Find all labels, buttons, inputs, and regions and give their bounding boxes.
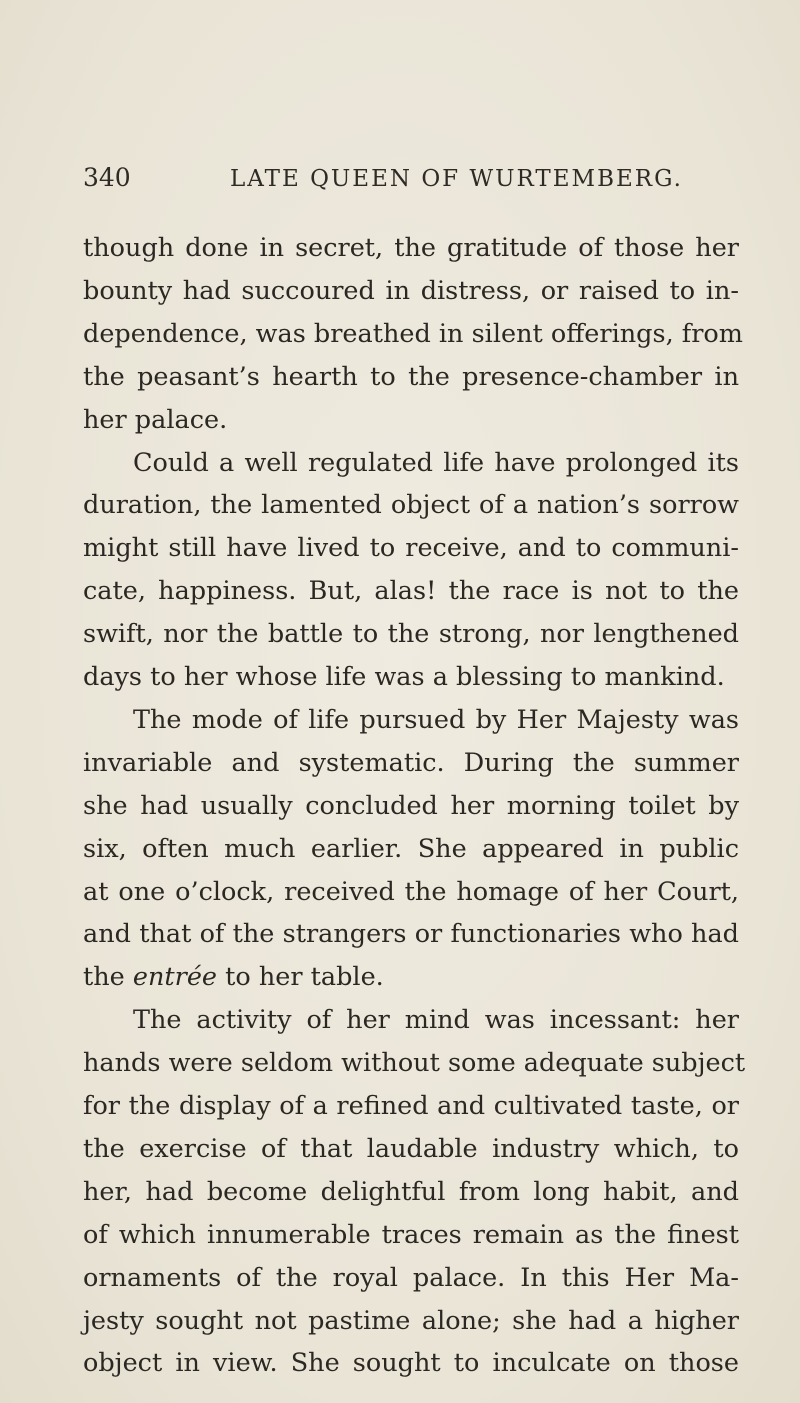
text-line: she had usually concluded her morning toilet by (83, 790, 739, 821)
text-fragment: the (83, 962, 133, 993)
text-fragment: to her table. (217, 962, 384, 993)
text-line: of which innumerable traces remain as the finest (83, 1219, 739, 1250)
running-title: LATE QUEEN OF WURTEMBERG. (230, 166, 683, 192)
text-line: object in view. She sought to inculcate on those (83, 1348, 739, 1379)
text-line: The activity of her mind was incessant: her (133, 1005, 739, 1036)
text-line: invariable and systematic. During the summer (83, 747, 739, 778)
text-line: the peasant’s hearth to the presence-chamber in (83, 361, 739, 392)
text-line: and that of the strangers or functionaries who had (83, 919, 739, 950)
text-line: the exercise of that laudable industry which, to (83, 1133, 739, 1164)
text-line: jesty sought not pastime alone; she had a higher (83, 1305, 739, 1336)
text-line: The mode of life pursued by Her Majesty was (133, 704, 739, 735)
italic-word: entrée (132, 962, 218, 993)
text-line: cate, happiness. But, alas! the race is not to the (83, 576, 739, 607)
text-line: six, often much earlier. She appeared in public (83, 833, 739, 864)
text-line: hands were seldom without some adequate subject (83, 1048, 746, 1079)
text-line: though done in secret, the gratitude of those her (83, 233, 739, 263)
text-line: might still have lived to receive, and to communi- (83, 533, 739, 564)
text-line: days to her whose life was a blessing to mankind. (83, 662, 725, 692)
text-line-entree (83, 957, 739, 997)
text-line: dependence, was breathed in silent offerings, from (83, 318, 743, 349)
text-line: her, had become delightful from long habit, and (83, 1176, 739, 1207)
text-line: bounty had succoured in distress, or raised to in- (83, 275, 739, 306)
text-line: her palace. (83, 404, 228, 435)
text-line: for the display of a refined and cultivated taste, or (83, 1091, 739, 1121)
text-line: Could a well regulated life have prolonged its (133, 447, 739, 478)
text-line: ornaments of the royal palace. In this Her Ma- (83, 1262, 739, 1293)
text-line: duration, the lamented object of a nation’s sorrow (83, 490, 739, 521)
text-line: swift, nor the battle to the strong, nor lengthened (83, 619, 739, 650)
text-line: at one o’clock, received the homage of her Court, (83, 876, 739, 907)
page-number: 340 (83, 163, 131, 192)
